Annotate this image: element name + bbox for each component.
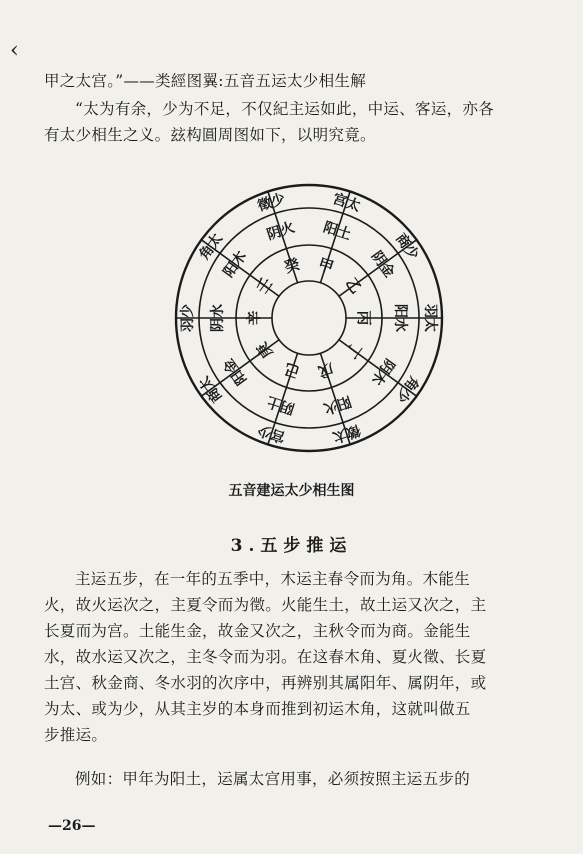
- stem-label: 己: [282, 359, 302, 382]
- yin-yang-element-label: 阳水: [392, 304, 408, 332]
- tone-label: 商少: [392, 230, 422, 263]
- body-line: 火，故火运次之，主夏令而为徵。火能生土，故土运又次之，主: [44, 596, 487, 614]
- intro-line: 有太少相生之义。玆构圓周图如下，以明究竟。: [44, 126, 376, 144]
- section-title: 3.五步推运: [230, 536, 353, 556]
- stem-label: 乙: [341, 274, 366, 298]
- tone-label: 徵太: [330, 421, 363, 446]
- diagram-caption: 五音建运太少相生图: [228, 483, 355, 499]
- yin-yang-element-label: 阴土: [265, 392, 297, 417]
- five-tones-circle-diagram: [173, 172, 453, 472]
- tone-label: 宫少: [255, 421, 288, 446]
- page-number: —26—: [48, 818, 96, 834]
- yin-yang-element-label: 阴水: [210, 304, 226, 332]
- stem-label: 癸: [282, 254, 302, 277]
- body-line: 为太、或为少，从其主岁的本身而推到初运木角，这就叫做五: [44, 700, 471, 718]
- diagram-ring: [272, 281, 346, 355]
- tone-label: 徵少: [255, 190, 288, 215]
- tone-label: 羽太: [422, 304, 438, 332]
- yin-yang-element-label: 阳金: [220, 355, 251, 388]
- yin-yang-element-label: 阴金: [367, 248, 398, 281]
- tone-label: 宫太: [330, 190, 363, 215]
- yin-yang-element-label: 阴木: [367, 355, 398, 388]
- body-line: 步推运。: [44, 726, 108, 744]
- tone-label: 羽少: [180, 304, 196, 332]
- body-line: 水，故水运又次之，主冬令而为羽。在这春木角、夏火徵、长夏: [44, 648, 487, 666]
- yin-yang-element-label: 阳土: [321, 219, 353, 244]
- yin-yang-element-label: 阴火: [265, 219, 297, 244]
- stem-label: 丁: [341, 338, 366, 362]
- example-line: 例如：甲年为阳土，运属太宫用事，必须按照主运五步的: [75, 770, 471, 788]
- stem-label: 甲: [316, 254, 336, 277]
- stem-label: 辛: [245, 310, 263, 326]
- intro-paragraph: [44, 96, 544, 148]
- yin-yang-element-label: 阳木: [220, 248, 251, 281]
- tone-label: 商太: [196, 373, 226, 406]
- intro-line: “太为有余，少为不足，不仅紀主运如此，中运、客运，亦各: [75, 100, 495, 118]
- body-line: 长夏而为宫。土能生金，故金又次之，主秋令而为商。金能生: [44, 622, 471, 640]
- stem-label: 戊: [316, 359, 336, 382]
- tone-label: 角太: [196, 230, 226, 263]
- body-paragraph: [44, 566, 544, 748]
- stem-label: 壬: [252, 274, 277, 298]
- corner-mark: ‹: [10, 38, 19, 63]
- yin-yang-element-label: 阳火: [321, 392, 353, 417]
- tone-label: 角少: [392, 373, 422, 406]
- heading-line: 甲之太宫。”——类經图翼:五音五运太少相生解: [44, 72, 366, 90]
- body-line: 土宫、秋金商、冬水羽的次序中，再辨别其属阳年、属阴年，或: [44, 674, 487, 692]
- stem-label: 庚: [252, 338, 277, 362]
- stem-label: 丙: [355, 310, 373, 326]
- body-line: 主运五步，在一年的五季中，木运主春令而为角。木能生: [75, 570, 471, 588]
